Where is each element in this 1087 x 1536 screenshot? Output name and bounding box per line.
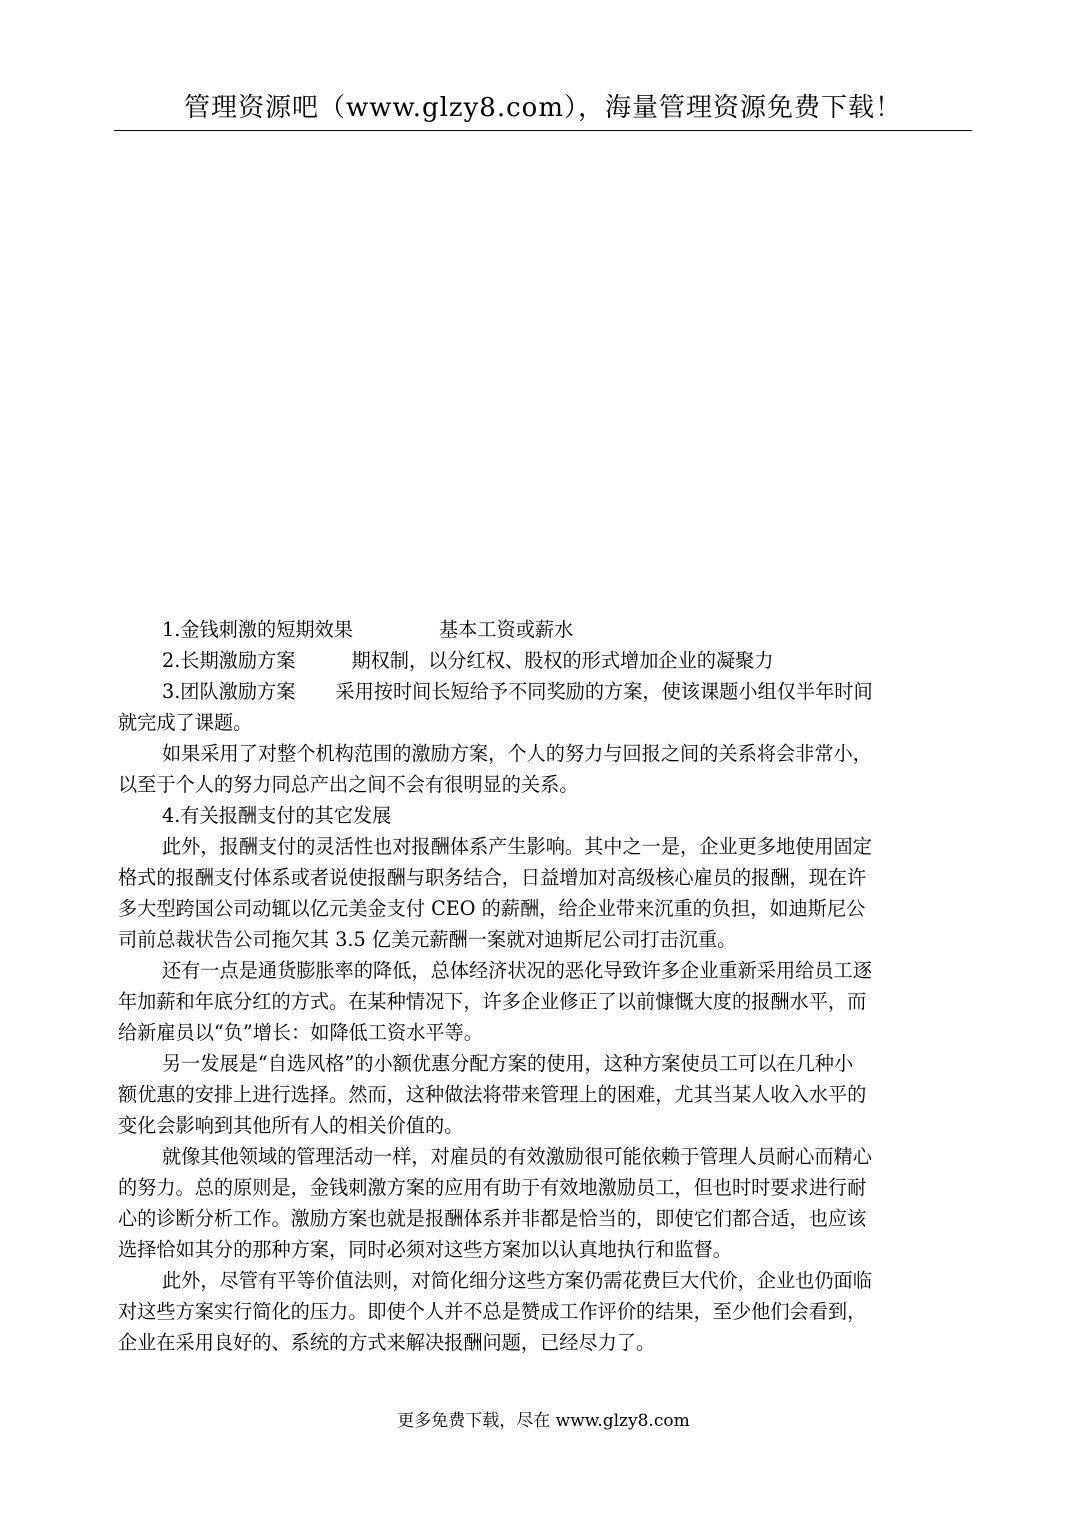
paragraph-5-line-4: 选择恰如其分的那种方案，同时必须对这些方案加以认真地执行和监督。	[118, 1238, 732, 1261]
footer-text: 更多免费下载，尽在 www.glzy8.com	[397, 1411, 690, 1431]
item-3-text: 采用按时间长短给予不同奖励的方案，使该课题小组仅半年时间	[335, 680, 873, 703]
item-1-text: 基本工资或薪水	[439, 618, 574, 641]
item-2-text: 期权制，以分红权、股权的形式增加企业的凝聚力	[351, 649, 774, 672]
paragraph-5-line-2: 的努力。总的原则是，金钱刺激方案的应用有助于有效地激励员工，但也时时要求进行耐	[118, 1176, 867, 1199]
paragraph-6-line-3: 企业在采用良好的、系统的方式来解决报酬问题，已经尽力了。	[118, 1331, 656, 1354]
header-text: 管理资源吧（www.glzy8.com），海量管理资源免费下载！	[184, 93, 902, 123]
paragraph-4-line-2: 额优惠的安排上进行选择。然而，这种做法将带来管理上的困难，尤其当某人收入水平的	[118, 1083, 867, 1106]
paragraph-4-line-1: 另一发展是“自选风格”的小额优惠分配方案的使用，这种方案使员工可以在几种小	[162, 1052, 854, 1075]
list-item-3	[118, 676, 970, 707]
paragraph-4-line-3: 变化会影响到其他所有人的相关价值的。	[118, 1114, 464, 1137]
paragraph-3-line-3: 给新雇员以“负”增长：如降低工资水平等。	[118, 1021, 483, 1044]
section-4-heading: 4.有关报酬支付的其它发展	[162, 804, 392, 827]
paragraph-2-line-3: 多大型跨国公司动辄以亿元美金支付 CEO 的薪酬，给企业带来沉重的负担，如迪斯尼公	[118, 897, 866, 920]
paragraph-1-line-1: 如果采用了对整个机构范围的激励方案，个人的努力与回报之间的关系将会非常小，	[162, 742, 872, 765]
page-footer	[0, 1408, 1087, 1434]
paragraph-5-line-3: 心的诊断分析工作。激励方案也就是报酬体系并非都是恰当的，即使它们都合适，也应该	[118, 1207, 867, 1230]
page-header	[114, 88, 972, 131]
list-item-2	[118, 645, 970, 676]
item-3-title: 3.团队激励方案	[162, 680, 296, 703]
paragraph-3-line-2: 年加薪和年底分红的方式。在某种情况下，许多企业修正了以前慷慨大度的报酬水平，而	[118, 990, 867, 1013]
paragraph-3-line-1: 还有一点是通货膨胀率的降低，总体经济状况的恶化导致许多企业重新采用给员工逐	[162, 959, 872, 982]
list-item-1	[118, 614, 970, 645]
paragraph-2-line-1: 此外，报酬支付的灵活性也对报酬体系产生影响。其中之一是，企业更多地使用固定	[162, 835, 872, 858]
paragraph-6-line-2: 对这些方案实行简化的压力。即使个人并不总是赞成工作评价的结果，至少他们会看到，	[118, 1300, 867, 1323]
paragraph-2-line-4: 司前总裁状告公司拖欠其 3.5 亿美元薪酬一案就对迪斯尼公司打击沉重。	[118, 928, 737, 951]
document-body	[118, 614, 970, 1358]
paragraph-2-line-2: 格式的报酬支付体系或者说使报酬与职务结合，日益增加对高级核心雇员的报酬，现在许	[118, 866, 867, 889]
item-2-title: 2.长期激励方案	[162, 649, 296, 672]
paragraph-1-line-2: 以至于个人的努力同总产出之间不会有很明显的关系。	[118, 773, 579, 796]
list-item-3-continuation: 就完成了课题。	[118, 711, 253, 734]
paragraph-6-line-1: 此外，尽管有平等价值法则，对简化细分这些方案仍需花费巨大代价，企业也仍面临	[162, 1269, 872, 1292]
paragraph-5-line-1: 就像其他领域的管理活动一样，对雇员的有效激励很可能依赖于管理人员耐心而精心	[162, 1145, 872, 1168]
item-1-title: 1.金钱刺激的短期效果	[162, 618, 353, 641]
